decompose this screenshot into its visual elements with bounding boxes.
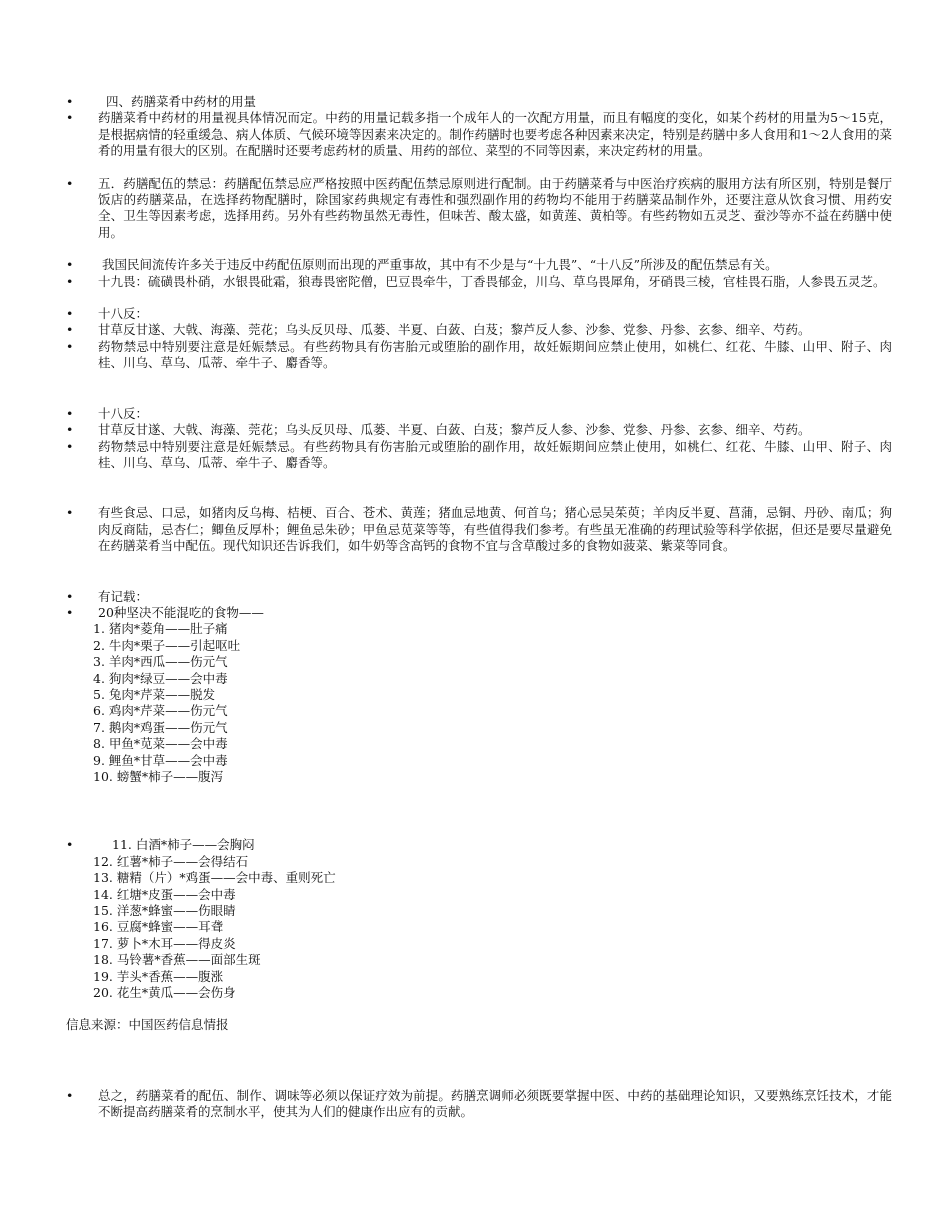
list-item: 9. 鲤鱼*甘草——会中毒 [93,752,228,768]
list-item: 13. 糖精（片）*鸡蛋——会中毒、重则死亡 [93,870,336,886]
list-item: 20. 花生*黄瓜——会伤身 [93,985,236,1001]
pregnancy-paragraph-2 [66,439,892,472]
summary-text: 总之，药膳菜肴的配伍、制作、调味等必须以保证疗效为前提。药膳烹调师必须既要掌握中医、中药的基础理论知识，又要熟练烹饪技术，才能不断提高药膳菜肴的烹制水平，使其为人们的健康作出应有的贡献。 [98,1087,892,1120]
eighteen-title: 十八反： [98,306,149,322]
eighteen-paragraph-1 [66,322,892,338]
list-item: 15. 洋葱*蜂蜜——伤眼睛 [93,903,236,919]
eighteen-body: 甘草反甘遂、大戟、海藻、莞花；乌头反贝母、瓜蒌、半夏、白蔹、白芨；黎芦反人参、沙参、党参、丹参、玄参、细辛、芍药。 [98,422,811,438]
source-note: 信息来源：中国医药信息情报 [66,1017,229,1033]
list-item: 4. 狗肉*绿豆——会中毒 [93,670,228,686]
list-item: 8. 甲鱼*苋菜——会中毒 [93,736,228,752]
bullet-icon: • [66,322,74,338]
list-item: 2. 牛肉*栗子——引起呕吐 [93,637,241,653]
folk-text: 我国民间流传许多关于违反中药配伍原则而出现的严重事故，其中有不少是与“十九畏”、“十八反”所涉及的配伍禁忌有关。 [102,257,778,273]
bullet-icon: • [66,438,74,454]
bullet-icon: • [66,306,74,322]
bullet-icon: • [66,94,74,109]
nineteen-paragraph [66,274,892,290]
section-4-heading [66,94,892,110]
bullet-icon: • [66,110,74,126]
pregnancy-paragraph-1 [66,339,892,372]
list-item: 11. 白酒*柿子——会胸闷 [112,837,255,853]
list-item: 10. 螃蟹*柿子——腹泻 [93,769,224,784]
list-item: 18. 马铃薯*香蕉——面部生斑 [93,952,261,968]
record-text: 有记载： [98,588,149,604]
list-item: 6. 鸡肉*芹菜——伤元气 [93,703,228,719]
eighteen-paragraph-2 [66,422,892,438]
bullet-icon: • [66,338,74,354]
bullet-icon: • [66,588,74,604]
pregnancy-text: 药物禁忌中特别要注意是妊娠禁忌。有些药物具有伤害胎元或堕胎的副作用，故妊娠期间应禁止使用，如桃仁、红花、牛膝、山甲、附子、肉桂、川乌、草乌、瓜蒂、牵牛子、麝香等。 [98,338,892,371]
eighteen-title: 十八反： [98,405,149,421]
bullet-icon: • [66,405,74,421]
section-4-body: 药膳菜肴中药材的用量视具体情况而定。中药的用量记载多指一个成年人的一次配方用量，而且有幅度的变化，如某个药材的用量为5～15克，是根据病情的轻重缓急、病人体质、气候环境等因素来决定的。制作药膳时也要考虑各种因素来决定，特别是药膳中多人食用和1～2人食用的菜肴的用量有很大的区别。在配膳时还要考虑药材的质量、用药的部位、菜型的不同等因素，来决定药材的用量。 [98,110,892,159]
bullet-icon: • [66,604,74,620]
list-item: 19. 芋头*香蕉——腹涨 [93,968,224,984]
section-4-title: 四、药膳菜肴中药材的用量 [106,94,257,109]
bullet-icon: • [66,1087,74,1103]
list-item: 17. 萝卜*木耳——得皮炎 [93,935,236,951]
list-item: 7. 鹅肉*鸡蛋——伤元气 [93,719,228,735]
bullet-icon: • [66,505,74,521]
food-list-b [66,854,892,1002]
bullet-icon: • [66,837,74,853]
list-item: 1. 猪肉*菱角——肚子痛 [93,621,228,637]
twenty-heading [66,605,892,621]
pregnancy-text: 药物禁忌中特别要注意是妊娠禁忌。有些药物具有伤害胎元或堕胎的副作用，故妊娠期间应禁止使用，如桃仁、红花、牛膝、山甲、附子、肉桂、川乌、草乌、瓜蒂、牵牛子、麝香等。 [98,438,892,470]
food-list-a [66,621,892,785]
list-item: 14. 红塘*皮蛋——会中毒 [93,886,236,902]
foods-text: 有些食忌、口忌，如猪肉反乌梅、桔梗、百合、苍术、黄莲；猪血忌地黄、何首乌；猪心忌吴茱萸；羊肉反半夏、菖蒲，忌铜、丹砂、南瓜；狗肉反商陆，忌杏仁；鲫鱼反厚朴；鲤鱼忌朱砂；甲鱼忌苋菜等等，有些值得我们参考。有些虽无准确的药理试验等科学依据，但还是要尽量避免在药膳菜肴当中配伍。现代知识还告诉我们，如牛奶等含高钙的食物不宜与含草酸过多的食物如菠菜、紫菜等同食。 [98,505,892,554]
bullet-icon: • [66,257,74,273]
section-5-paragraph [66,176,892,242]
list-item: 3. 羊肉*西瓜——伤元气 [93,654,228,670]
list-item: 16. 豆腐*蜂蜜——耳聋 [93,919,224,935]
eighteen-body: 甘草反甘遂、大戟、海藻、莞花；乌头反贝母、瓜蒌、半夏、白蔹、白芨；黎芦反人参、沙参、党参、丹参、玄参、细辛、芍药。 [98,322,811,338]
eighteen-heading-2 [66,406,892,422]
section-5-body: 五．药膳配伍的禁忌：药膳配伍禁忌应严格按照中医药配伍禁忌原则进行配制。由于药膳菜肴与中医治疗疾病的服用方法有所区别，特别是餐厅饭店的药膳菜品，在选择药物配膳时，除国家药典规定有毒性和强烈副作用的药物均不能用于药膳菜品制作外，还要注意从饮食习惯、用药安全、卫生等因素考虑，选择用药。另外有些药物虽然无毒性，但味苦、酸太盛，如黄莲、黄柏等。有些药物如五灵芝、蚕沙等亦不益在药膳中使用。 [98,175,892,240]
record-heading [66,589,892,605]
summary-paragraph [66,1088,892,1121]
document-body [66,94,892,1121]
list-item: 12. 红薯*柿子——会得结石 [93,853,249,869]
bullet-icon: • [66,422,74,438]
nineteen-text: 十九畏：硫磺畏朴硝，水银畏砒霜，狼毒畏密陀僧，巴豆畏牵牛，丁香畏郁金，川乌、草乌畏犀角，牙硝畏三棱，官桂畏石脂，人参畏五灵芝。 [98,273,886,289]
foods-paragraph [66,505,892,554]
bullet-icon: • [66,273,74,289]
item-11-row [66,837,892,853]
bullet-icon: • [66,175,74,191]
list-item: 5. 兔肉*芹菜——脱发 [93,686,216,702]
twenty-title: 20种坚决不能混吃的食物—— [98,604,264,620]
eighteen-heading-1 [66,306,892,322]
folk-paragraph [66,257,892,273]
section-4-paragraph [66,110,892,159]
